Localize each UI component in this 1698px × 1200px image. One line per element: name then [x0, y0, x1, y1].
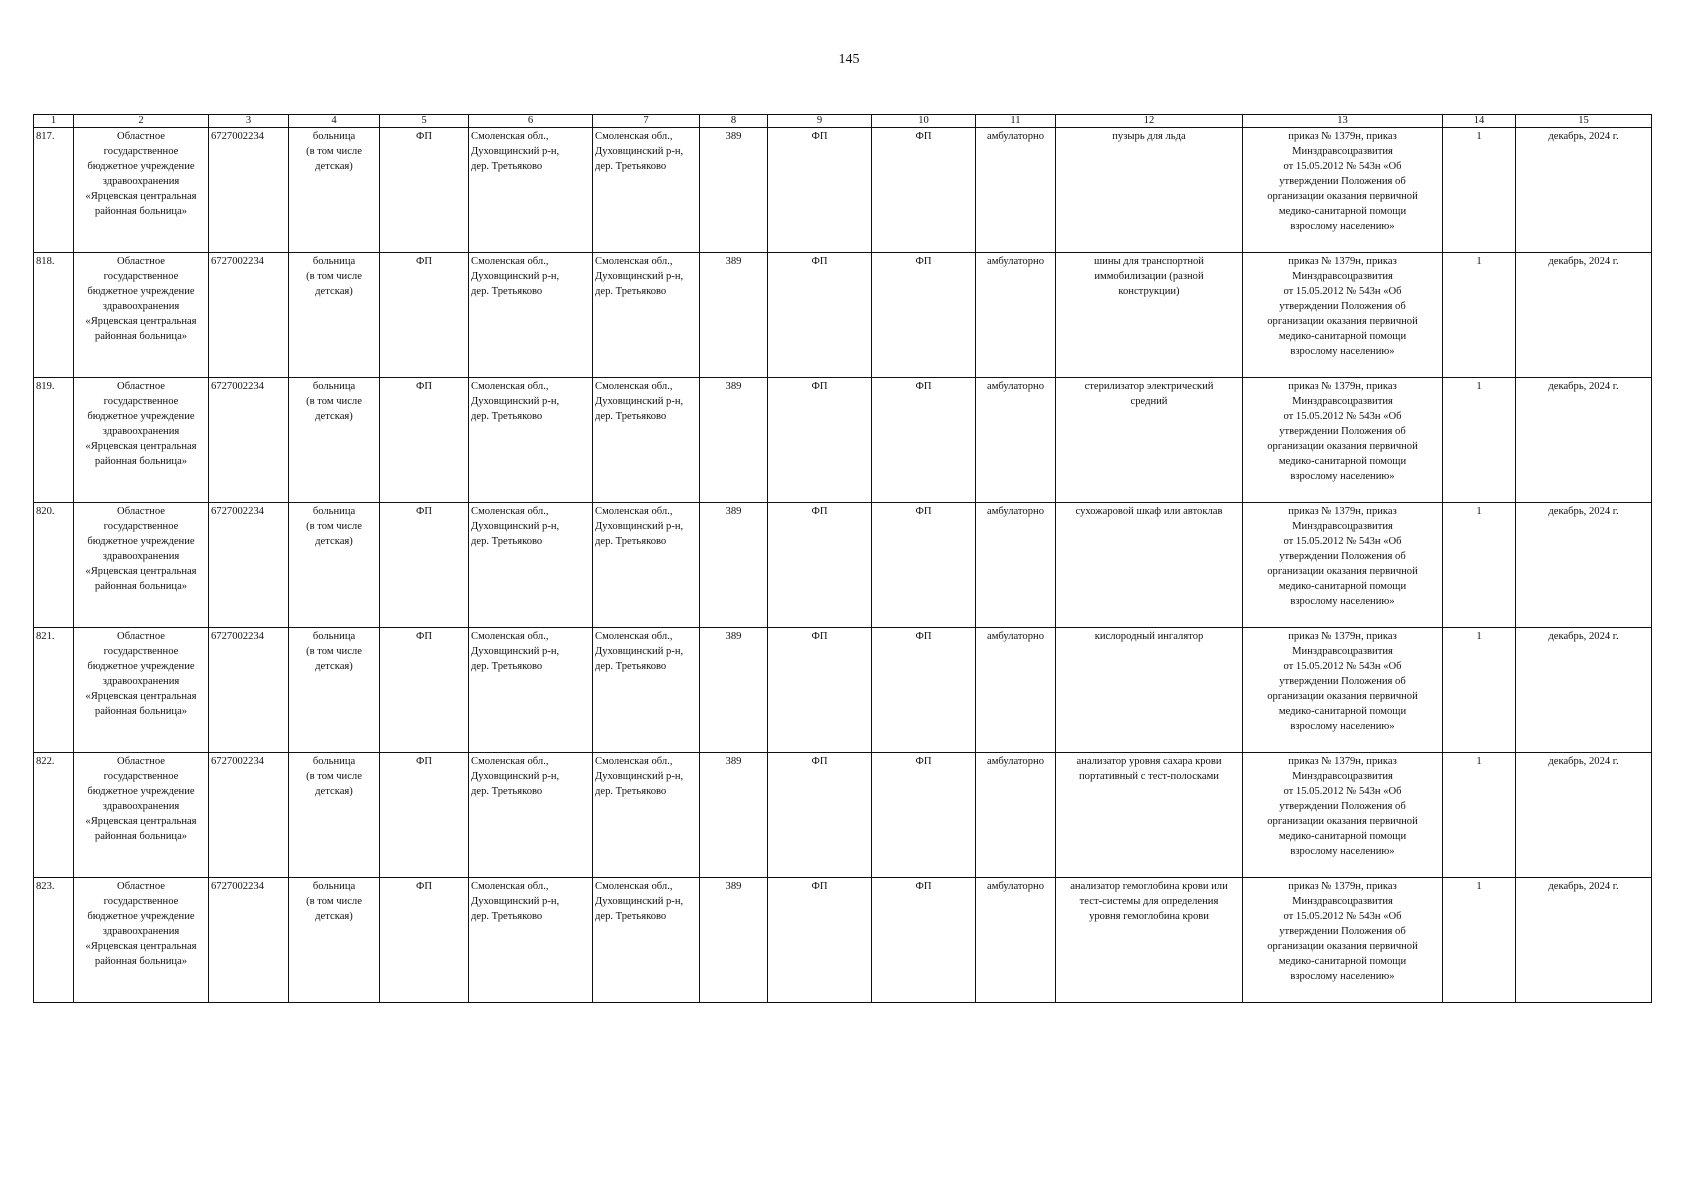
- location-code-cell: 389: [700, 253, 768, 378]
- address-secondary-cell: Смоленская обл., Духовщинский р-н, дер. Третьяково: [593, 378, 700, 503]
- column-number-8: 8: [700, 115, 768, 128]
- organization-name-cell: Областное государственное бюджетное учреждение здравоохранения «Ярцевская центральная районная больница»: [74, 503, 209, 628]
- quantity-cell: 1: [1443, 128, 1516, 253]
- equipment-name-cell: стерилизатор электрический средний: [1056, 378, 1243, 503]
- facility-type-cell: больница (в том числе детская): [289, 128, 380, 253]
- organization-name-cell: Областное государственное бюджетное учреждение здравоохранения «Ярцевская центральная районная больница»: [74, 753, 209, 878]
- table-row: [34, 878, 1652, 1003]
- legal-basis-cell: приказ № 1379н, приказ Минздравсоцразвития от 15.05.2012 № 543н «Об утверждении Положения об организации оказания первичной медико-санитарной помощи взрослому населению»: [1243, 128, 1443, 253]
- unit-type-cell: ФП: [380, 253, 469, 378]
- row-number-cell: 823.: [34, 878, 74, 1003]
- care-mode-cell: амбулаторно: [976, 128, 1056, 253]
- care-mode-cell: амбулаторно: [976, 378, 1056, 503]
- legal-basis-cell: приказ № 1379н, приказ Минздравсоцразвития от 15.05.2012 № 543н «Об утверждении Положения об организации оказания первичной медико-санитарной помощи взрослому населению»: [1243, 878, 1443, 1003]
- subdivision-kind-cell: ФП: [872, 878, 976, 1003]
- delivery-date-cell: декабрь, 2024 г.: [1516, 378, 1652, 503]
- quantity-cell: 1: [1443, 378, 1516, 503]
- legal-basis-cell: приказ № 1379н, приказ Минздравсоцразвития от 15.05.2012 № 543н «Об утверждении Положения об организации оказания первичной медико-санитарной помощи взрослому населению»: [1243, 378, 1443, 503]
- column-number-7: 7: [593, 115, 700, 128]
- address-secondary-cell: Смоленская обл., Духовщинский р-н, дер. Третьяково: [593, 503, 700, 628]
- quantity-cell: 1: [1443, 253, 1516, 378]
- subdivision-type-cell: ФП: [768, 753, 872, 878]
- unit-type-cell: ФП: [380, 378, 469, 503]
- facility-type-cell: больница (в том числе детская): [289, 878, 380, 1003]
- care-mode-cell: амбулаторно: [976, 503, 1056, 628]
- address-primary-cell: Смоленская обл., Духовщинский р-н, дер. Третьяково: [469, 503, 593, 628]
- quantity-cell: 1: [1443, 878, 1516, 1003]
- address-primary-cell: Смоленская обл., Духовщинский р-н, дер. Третьяково: [469, 253, 593, 378]
- legal-basis-cell: приказ № 1379н, приказ Минздравсоцразвития от 15.05.2012 № 543н «Об утверждении Положения об организации оказания первичной медико-санитарной помощи взрослому населению»: [1243, 503, 1443, 628]
- column-number-13: 13: [1243, 115, 1443, 128]
- delivery-date-cell: декабрь, 2024 г.: [1516, 878, 1652, 1003]
- care-mode-cell: амбулаторно: [976, 878, 1056, 1003]
- care-mode-cell: амбулаторно: [976, 753, 1056, 878]
- table-header: [34, 115, 1652, 128]
- address-secondary-cell: Смоленская обл., Духовщинский р-н, дер. Третьяково: [593, 878, 700, 1003]
- table-body: [34, 128, 1652, 1003]
- subdivision-type-cell: ФП: [768, 253, 872, 378]
- column-number-15: 15: [1516, 115, 1652, 128]
- facility-type-cell: больница (в том числе детская): [289, 753, 380, 878]
- table-row: [34, 378, 1652, 503]
- subdivision-type-cell: ФП: [768, 878, 872, 1003]
- facility-type-cell: больница (в том числе детская): [289, 378, 380, 503]
- equipment-name-cell: анализатор гемоглобина крови или тест-системы для определения уровня гемоглобина крови: [1056, 878, 1243, 1003]
- column-number-3: 3: [209, 115, 289, 128]
- inn-code-cell: 6727002234: [209, 878, 289, 1003]
- table-row: [34, 253, 1652, 378]
- subdivision-type-cell: ФП: [768, 628, 872, 753]
- equipment-name-cell: кислородный ингалятор: [1056, 628, 1243, 753]
- unit-type-cell: ФП: [380, 628, 469, 753]
- organization-name-cell: Областное государственное бюджетное учреждение здравоохранения «Ярцевская центральная районная больница»: [74, 878, 209, 1003]
- location-code-cell: 389: [700, 128, 768, 253]
- subdivision-kind-cell: ФП: [872, 253, 976, 378]
- delivery-date-cell: декабрь, 2024 г.: [1516, 753, 1652, 878]
- facility-type-cell: больница (в том числе детская): [289, 503, 380, 628]
- legal-basis-cell: приказ № 1379н, приказ Минздравсоцразвития от 15.05.2012 № 543н «Об утверждении Положения об организации оказания первичной медико-санитарной помощи взрослому населению»: [1243, 253, 1443, 378]
- column-number-4: 4: [289, 115, 380, 128]
- unit-type-cell: ФП: [380, 128, 469, 253]
- inn-code-cell: 6727002234: [209, 253, 289, 378]
- equipment-name-cell: сухожаровой шкаф или автоклав: [1056, 503, 1243, 628]
- equipment-name-cell: шины для транспортной иммобилизации (разной конструкции): [1056, 253, 1243, 378]
- subdivision-kind-cell: ФП: [872, 628, 976, 753]
- address-primary-cell: Смоленская обл., Духовщинский р-н, дер. Третьяково: [469, 753, 593, 878]
- inn-code-cell: 6727002234: [209, 628, 289, 753]
- subdivision-type-cell: ФП: [768, 378, 872, 503]
- row-number-cell: 820.: [34, 503, 74, 628]
- row-number-cell: 819.: [34, 378, 74, 503]
- subdivision-kind-cell: ФП: [872, 503, 976, 628]
- location-code-cell: 389: [700, 878, 768, 1003]
- inn-code-cell: 6727002234: [209, 128, 289, 253]
- table-row: [34, 753, 1652, 878]
- subdivision-kind-cell: ФП: [872, 753, 976, 878]
- location-code-cell: 389: [700, 753, 768, 878]
- address-primary-cell: Смоленская обл., Духовщинский р-н, дер. Третьяково: [469, 128, 593, 253]
- address-secondary-cell: Смоленская обл., Духовщинский р-н, дер. Третьяково: [593, 753, 700, 878]
- table-row: [34, 128, 1652, 253]
- delivery-date-cell: декабрь, 2024 г.: [1516, 628, 1652, 753]
- subdivision-type-cell: ФП: [768, 503, 872, 628]
- quantity-cell: 1: [1443, 503, 1516, 628]
- address-primary-cell: Смоленская обл., Духовщинский р-н, дер. Третьяково: [469, 378, 593, 503]
- table-row: [34, 628, 1652, 753]
- location-code-cell: 389: [700, 503, 768, 628]
- location-code-cell: 389: [700, 378, 768, 503]
- column-number-2: 2: [74, 115, 209, 128]
- care-mode-cell: амбулаторно: [976, 628, 1056, 753]
- inn-code-cell: 6727002234: [209, 753, 289, 878]
- location-code-cell: 389: [700, 628, 768, 753]
- address-secondary-cell: Смоленская обл., Духовщинский р-н, дер. Третьяково: [593, 628, 700, 753]
- column-number-14: 14: [1443, 115, 1516, 128]
- address-secondary-cell: Смоленская обл., Духовщинский р-н, дер. Третьяково: [593, 253, 700, 378]
- organization-name-cell: Областное государственное бюджетное учреждение здравоохранения «Ярцевская центральная районная больница»: [74, 628, 209, 753]
- row-number-cell: 818.: [34, 253, 74, 378]
- facility-type-cell: больница (в том числе детская): [289, 628, 380, 753]
- subdivision-kind-cell: ФП: [872, 128, 976, 253]
- address-primary-cell: Смоленская обл., Духовщинский р-н, дер. Третьяково: [469, 878, 593, 1003]
- organization-name-cell: Областное государственное бюджетное учреждение здравоохранения «Ярцевская центральная районная больница»: [74, 128, 209, 253]
- column-number-9: 9: [768, 115, 872, 128]
- unit-type-cell: ФП: [380, 753, 469, 878]
- row-number-cell: 822.: [34, 753, 74, 878]
- column-number-12: 12: [1056, 115, 1243, 128]
- row-number-cell: 817.: [34, 128, 74, 253]
- organization-name-cell: Областное государственное бюджетное учреждение здравоохранения «Ярцевская центральная районная больница»: [74, 378, 209, 503]
- equipment-name-cell: пузырь для льда: [1056, 128, 1243, 253]
- column-number-6: 6: [469, 115, 593, 128]
- legal-basis-cell: приказ № 1379н, приказ Минздравсоцразвития от 15.05.2012 № 543н «Об утверждении Положения об организации оказания первичной медико-санитарной помощи взрослому населению»: [1243, 628, 1443, 753]
- subdivision-type-cell: ФП: [768, 128, 872, 253]
- inn-code-cell: 6727002234: [209, 378, 289, 503]
- column-number-10: 10: [872, 115, 976, 128]
- quantity-cell: 1: [1443, 753, 1516, 878]
- column-number-11: 11: [976, 115, 1056, 128]
- legal-basis-cell: приказ № 1379н, приказ Минздравсоцразвития от 15.05.2012 № 543н «Об утверждении Положения об организации оказания первичной медико-санитарной помощи взрослому населению»: [1243, 753, 1443, 878]
- row-number-cell: 821.: [34, 628, 74, 753]
- quantity-cell: 1: [1443, 628, 1516, 753]
- address-secondary-cell: Смоленская обл., Духовщинский р-н, дер. Третьяково: [593, 128, 700, 253]
- unit-type-cell: ФП: [380, 503, 469, 628]
- equipment-name-cell: анализатор уровня сахара крови портативный с тест-полосками: [1056, 753, 1243, 878]
- unit-type-cell: ФП: [380, 878, 469, 1003]
- organization-name-cell: Областное государственное бюджетное учреждение здравоохранения «Ярцевская центральная районная больница»: [74, 253, 209, 378]
- subdivision-kind-cell: ФП: [872, 378, 976, 503]
- inn-code-cell: 6727002234: [209, 503, 289, 628]
- column-number-5: 5: [380, 115, 469, 128]
- column-number-row: [34, 115, 1652, 128]
- care-mode-cell: амбулаторно: [976, 253, 1056, 378]
- address-primary-cell: Смоленская обл., Духовщинский р-н, дер. Третьяково: [469, 628, 593, 753]
- facility-type-cell: больница (в том числе детская): [289, 253, 380, 378]
- delivery-date-cell: декабрь, 2024 г.: [1516, 128, 1652, 253]
- delivery-date-cell: декабрь, 2024 г.: [1516, 253, 1652, 378]
- delivery-date-cell: декабрь, 2024 г.: [1516, 503, 1652, 628]
- table-row: [34, 503, 1652, 628]
- equipment-registry-table: [33, 114, 1652, 1003]
- page-number: 145: [838, 52, 860, 67]
- column-number-1: 1: [34, 115, 74, 128]
